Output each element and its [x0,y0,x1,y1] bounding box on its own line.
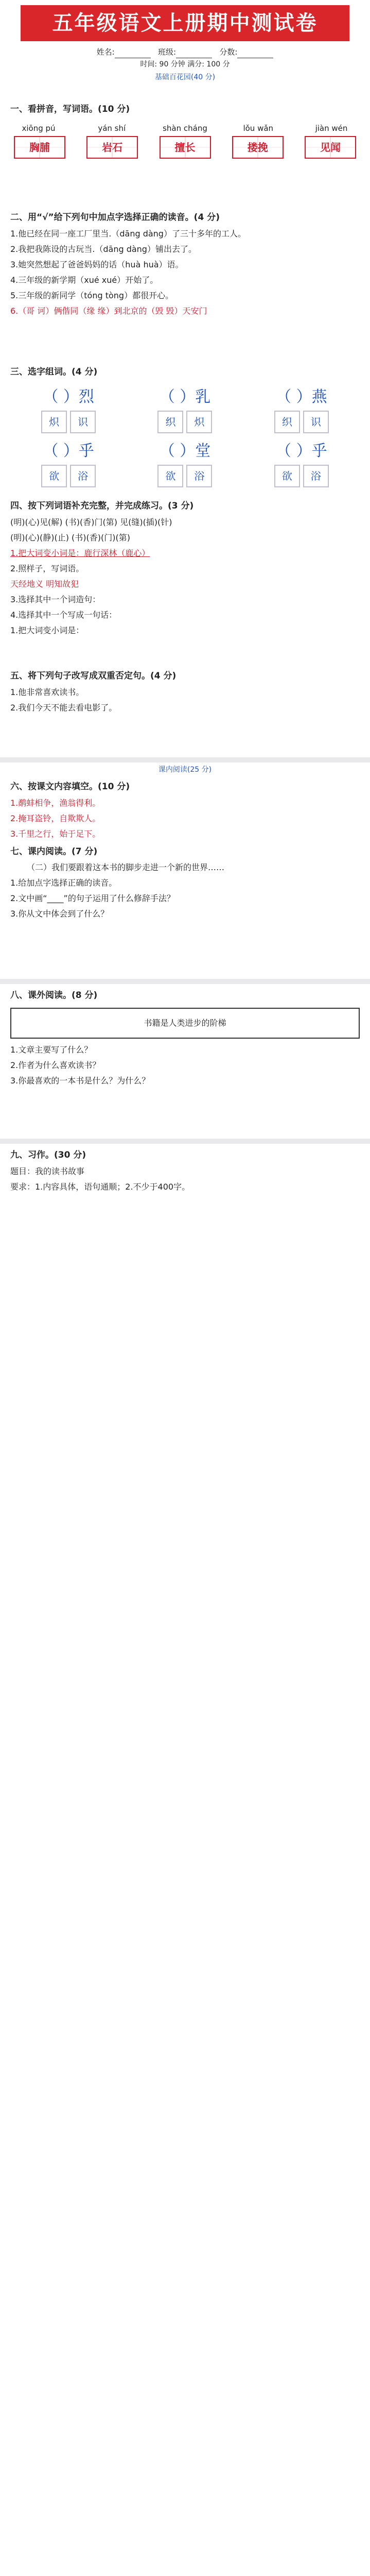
part7-heading: 七、课内阅读。(7 分) [10,846,98,857]
choice-char: 欲 [274,465,300,487]
part4-item-4: 4.选择其中一个写成一句话： [10,609,117,620]
part4-heading: 四、按下列词语补充完整，并完成练习。(3 分) [10,501,194,511]
choice-top-3: （ ）燕 [276,387,327,406]
part4-item-3: 3.选择其中一个词造句： [10,594,101,604]
meta-time: 时间: 90 分钟 满分: 100 分 [140,60,230,69]
part2-item-4: 4.三年级的新学期（xué xué）开始了。 [10,275,158,285]
part8-subtitle: 书籍是人类进步的阶梯 [144,1018,226,1028]
choice-char: 织 [157,411,183,433]
part7-question-2: 2.文中画“____”的句子运用了什么修辞手法？ [10,893,175,903]
part4-item-1: 1.把大词变小词是： [10,625,84,635]
choice-char: 识 [70,411,96,433]
part4-row-1: (明)(心)见(解) (书)(香)门(第) 见(缝)(插)(针) [10,517,172,527]
divider [0,1139,370,1144]
choice-char: 浴 [70,465,96,487]
answer-box-2: 岩石 [86,136,138,159]
choice-char: 炽 [41,411,67,433]
meta-score-label: 分数: [219,47,238,57]
part2-item-5: 5.三年级的新同学（tóng tòng）都很开心。 [10,290,174,300]
pinyin-5: jiàn wén [315,123,348,133]
choice-group-2 [157,385,212,433]
part1-heading: 一、看拼音，写词语。(10 分) [10,104,130,114]
part5-item-1: 1.他非常喜欢读书。 [10,687,84,697]
pinyin-2: yán shí [98,123,126,133]
choice-group-5 [157,439,212,487]
part2-item-3: 3.她突然想起了爸爸妈妈的话（huà huà）语。 [10,259,184,269]
part6-heading: 六、按课文内容填空。(10 分) [10,782,130,792]
answer-box-4: 搂挽 [232,136,284,159]
choice-group-1 [41,385,96,433]
part4-item-2: 2.照样子，写词语。 [10,563,84,573]
part4-red-line-2: 天经地义 明知故犯 [10,579,79,589]
choice-group-3 [274,385,329,433]
choice-char: 浴 [186,465,212,487]
section-reading-title: 课内阅读(25 分) [158,766,212,774]
part9-req: 要求：1.内容具体，语句通顺；2.不少于400字。 [10,1181,190,1192]
choice-top-2: （ ）乳 [159,387,211,406]
divider [0,979,370,984]
page-title: 五年级语文上册期中测试卷 [21,5,349,41]
part5-heading: 五、将下列句子改写成双重否定句。(4 分) [10,671,177,681]
choice-char: 浴 [303,465,329,487]
reading-box [10,1008,360,1039]
part2-heading: 二、用“√”给下列句中加点字选择正确的读音。(4 分) [10,212,220,223]
part8-question-3: 3.你最喜欢的一本书是什么？为什么？ [10,1075,150,1086]
part9-heading: 九、习作。(30 分) [10,1150,86,1160]
choice-char: 识 [303,411,329,433]
choice-char: 织 [274,411,300,433]
divider [0,757,370,762]
part9-prompt: 题目：我的读书故事 [10,1166,85,1176]
meta-class-label: 班级: [157,47,177,57]
part5-item-2: 2.我们今天不能去看电影了。 [10,702,117,713]
part2-item-1: 1.他已经在同一座工厂里当.（dāng dàng）了三十多年的工人。 [10,228,246,239]
choice-char: 炽 [186,411,212,433]
part4-red-line-1: 1.把大词变小词是：鹿行深林（鹿心） [10,548,150,558]
part2-item-2: 2.我把我陈设的古玩当.（dāng dàng）铺出去了。 [10,244,197,254]
answer-box-5: 见闻 [305,136,356,159]
part6-item-2: 2.掩耳盗铃，自欺欺人。 [10,813,101,823]
choice-group-6 [274,439,329,487]
part7-question-3: 3.你从文中体会到了什么？ [10,909,109,919]
part2-note: 6.（哥 诃）俩偕同（缘 缘）到北京的（毁 毁）天安门 [10,306,207,316]
part6-item-1: 1.鹬蚌相争，渔翁得利。 [10,798,101,808]
meta-name-label: 姓名: [96,47,115,57]
part8-question-1: 1.文章主要写了什么？ [10,1044,93,1055]
part7-question-1: 1.给加点字选择正确的读音。 [10,878,117,888]
pinyin-3: shàn cháng [163,123,207,133]
choice-top-6: （ ）乎 [276,442,327,460]
choice-top-4: （ ）乎 [43,442,94,460]
part8-heading: 八、课外阅读。(8 分) [10,990,98,1001]
pinyin-4: lǒu wǎn [243,123,274,133]
answer-box-1: 胸脯 [14,136,65,159]
part6-item-3: 3.千里之行，始于足下。 [10,828,101,839]
choice-char: 欲 [157,465,183,487]
part3-heading: 三、选字组词。(4 分) [10,367,98,377]
section-basic-title: 基础百花园(40 分) [154,73,216,81]
choice-char: 欲 [41,465,67,487]
part8-question-2: 2.作者为什么喜欢读书？ [10,1060,101,1070]
choice-top-1: （ ）烈 [43,387,94,406]
choice-group-4 [41,439,96,487]
part7-passage: （二）我们要跟着这本书的脚步走进一个新的世界…… [27,862,225,872]
answer-box-3: 擅长 [160,136,211,159]
choice-top-5: （ ）堂 [159,442,211,460]
pinyin-1: xiōng pú [22,123,56,133]
part4-row-2: (明)(心)(静)(止) (书)(香)(门)(第) [10,532,130,543]
